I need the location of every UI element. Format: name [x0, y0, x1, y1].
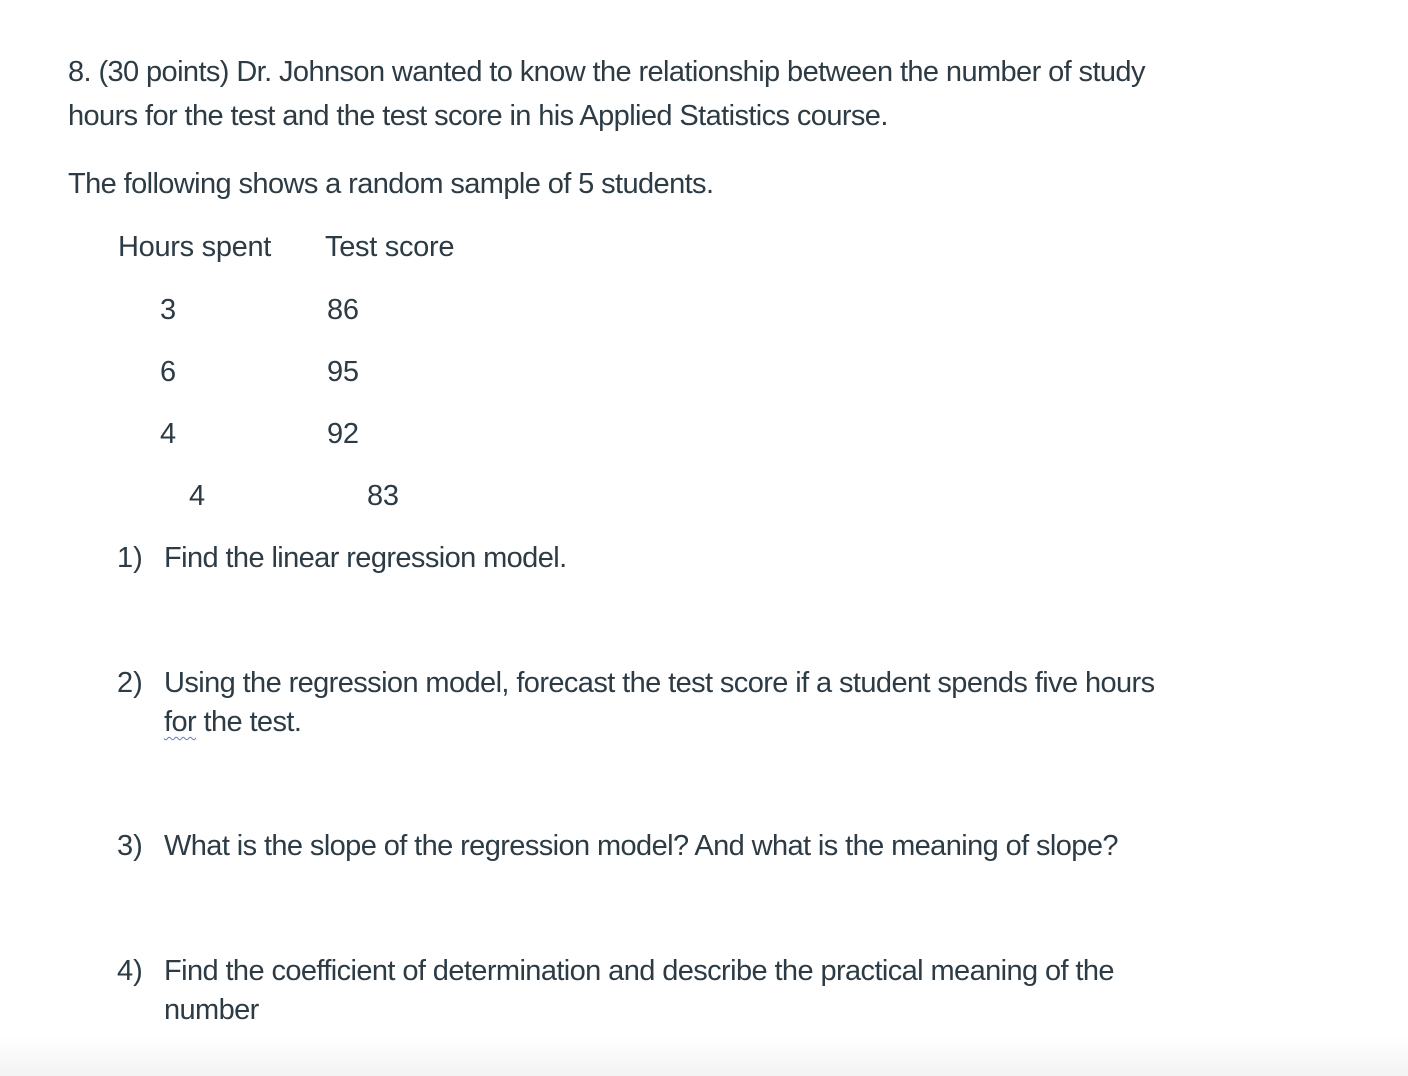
table-header-hours: Hours spent	[118, 231, 272, 263]
question-text: Using the regression model, forecast the test score if a student spends five hours	[164, 667, 1155, 699]
spellcheck-word: for	[164, 706, 197, 738]
question-text: Find the coefficient of determination and describe the practical meaning of the	[164, 955, 1114, 987]
table-cell-hours: 3	[160, 294, 176, 326]
question-text: What is the slope of the regression model? And what is the meaning of slope?	[164, 830, 1118, 862]
table-cell-score: 92	[327, 418, 359, 450]
question-text: Find the linear regression model.	[164, 542, 567, 574]
intro-line-2: hours for the test and the test score in his Applied Statistics course.	[68, 100, 888, 132]
question-text-continuation: number	[164, 994, 259, 1026]
table-cell-score: 83	[367, 480, 399, 512]
table-cell-hours: 6	[160, 356, 176, 388]
question-number: 1)	[117, 542, 143, 574]
table-cell-score: 95	[327, 356, 359, 388]
question-text-tail: the test.	[196, 706, 302, 738]
sample-description: The following shows a random sample of 5 students.	[68, 168, 714, 200]
table-cell-hours: 4	[160, 418, 176, 450]
question-number: 2)	[117, 667, 143, 699]
table-header-score: Test score	[325, 231, 455, 263]
question-text-continuation	[164, 703, 301, 742]
bottom-edge-shadow	[0, 1036, 1408, 1076]
intro-line-1: 8. (30 points) Dr. Johnson wanted to know the relationship between the number of study	[68, 56, 1145, 88]
table-cell-hours: 4	[189, 480, 205, 512]
table-cell-score: 86	[327, 294, 359, 326]
question-number: 3)	[117, 830, 143, 862]
question-number: 4)	[117, 955, 143, 987]
